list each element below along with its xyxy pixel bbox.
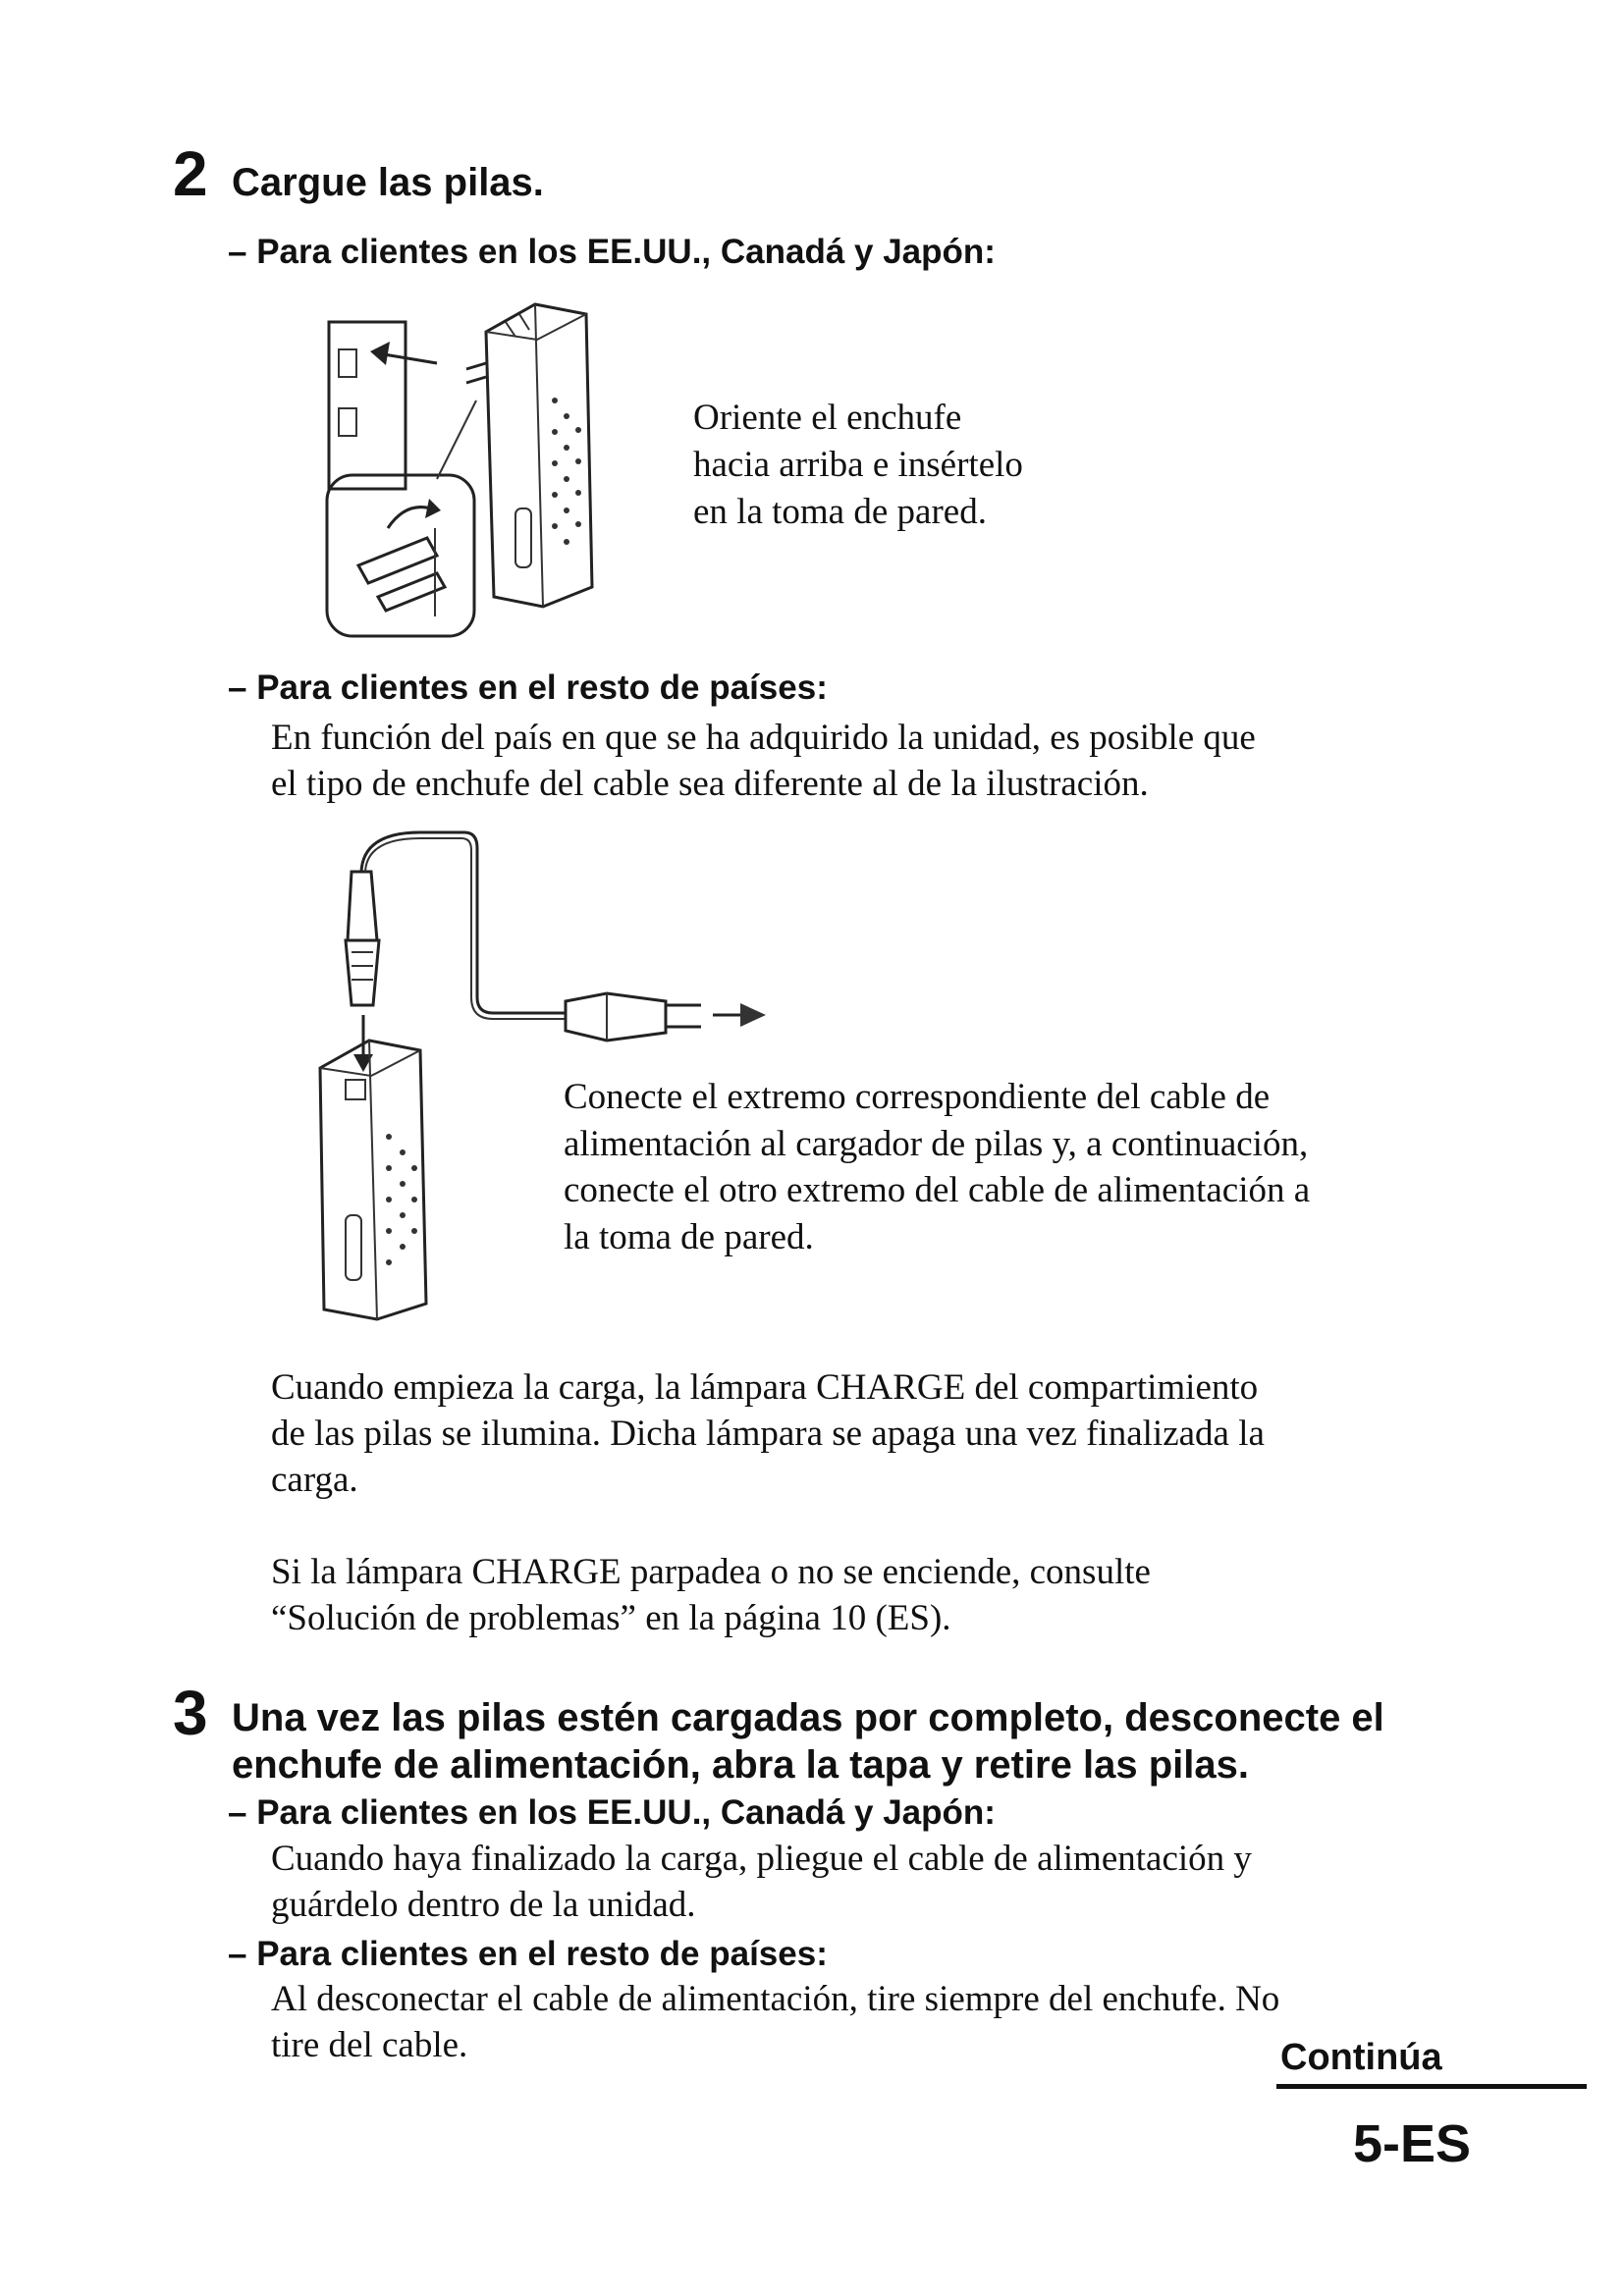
page-number: 5-ES xyxy=(1353,2114,1472,2173)
step-3-subheading-other: – Para clientes en el resto de países: xyxy=(228,1935,828,1973)
step-3-text-us-line-2: guárdelo dentro de la unidad. xyxy=(271,1885,696,1925)
caption-other-line-3: conecte el otro extremo del cable de alimentación a xyxy=(564,1170,1311,1210)
caption-us-line-2: hacia arriba e insértelo xyxy=(693,445,1023,485)
blink-paragraph-line-1: Si la lámpara CHARGE parpadea o no se enciende, consulte xyxy=(271,1552,1151,1592)
charge-paragraph-line-3: carga. xyxy=(271,1460,358,1500)
step-2-text-other-line-1: En función del país en que se ha adquirido la unidad, es posible que xyxy=(271,718,1256,758)
footer-rule xyxy=(1276,2084,1587,2089)
step-3-number: 3 xyxy=(173,1678,208,1748)
blink-paragraph-line-2: “Solución de problemas” en la página 10 (ES). xyxy=(271,1598,951,1638)
step-2-text-other-line-2: el tipo de enchufe del cable sea diferente al de la ilustración. xyxy=(271,764,1149,804)
step-2-subheading-other: – Para clientes en el resto de países: xyxy=(228,668,828,707)
step-3-subheading-us: – Para clientes en los EE.UU., Canadá y Japón: xyxy=(228,1793,996,1832)
caption-other-line-1: Conecte el extremo correspondiente del cable de xyxy=(564,1077,1271,1117)
step-3-title-line-1: Una vez las pilas estén cargadas por completo, desconecte el xyxy=(232,1696,1384,1739)
step-3-title-line-2: enchufe de alimentación, abra la tapa y retire las pilas. xyxy=(232,1743,1249,1787)
step-3-text-other-line-1: Al desconectar el cable de alimentación, tire siempre del enchufe. No xyxy=(271,1979,1280,2019)
charge-paragraph-line-2: de las pilas se ilumina. Dicha lámpara se apaga una vez finalizada la xyxy=(271,1414,1265,1454)
charge-paragraph-line-1: Cuando empieza la carga, la lámpara CHARGE del compartimiento xyxy=(271,1367,1259,1408)
caption-other-line-2: alimentación al cargador de pilas y, a continuación, xyxy=(564,1124,1309,1164)
step-2-number: 2 xyxy=(173,138,208,209)
step-2-title: Cargue las pilas. xyxy=(232,161,544,204)
step-2-subheading-us: – Para clientes en los EE.UU., Canadá y Japón: xyxy=(228,233,996,271)
step-3-text-other-line-2: tire del cable. xyxy=(271,2025,468,2065)
step-3-text-us-line-1: Cuando haya finalizado la carga, pliegue el cable de alimentación y xyxy=(271,1839,1252,1879)
wall-outlet-charger-illustration xyxy=(319,293,614,646)
continues-label: Continúa xyxy=(1280,2037,1442,2078)
caption-us-line-3: en la toma de pared. xyxy=(693,492,987,532)
caption-us-line-1: Oriente el enchufe xyxy=(693,398,962,438)
caption-other-line-4: la toma de pared. xyxy=(564,1217,814,1257)
